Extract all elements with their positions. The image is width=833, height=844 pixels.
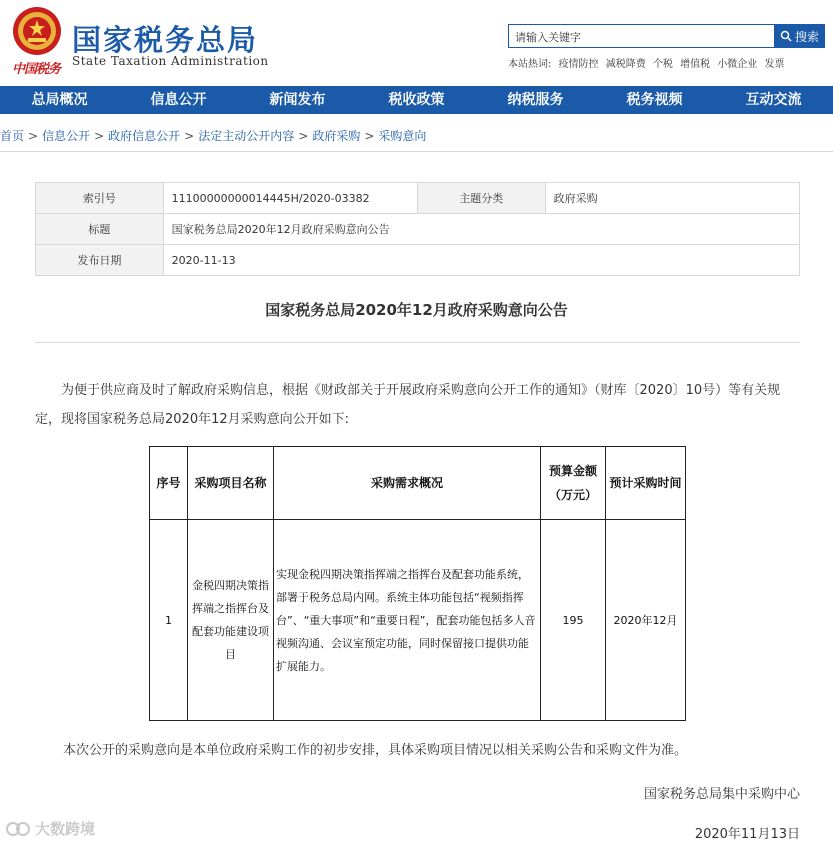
document-info-table <box>35 182 800 276</box>
watermark-text: 大数跨境 <box>35 820 96 838</box>
hot-words-label: 本站热词: <box>508 59 552 70</box>
budget-amount: 195 <box>541 520 606 721</box>
national-emblem-icon <box>12 6 62 56</box>
site-header <box>0 0 833 85</box>
column-header: 采购需求概况 <box>274 447 541 520</box>
footnote: 本次公开的采购意向是本单位政府采购工作的初步安排，具体采购项目情况以相关采购公告和采购文件为准。 <box>63 743 688 758</box>
procurement-time: 2020年12月 <box>606 520 686 721</box>
brand-script-logo: 中国税务 <box>12 62 61 77</box>
breadcrumb <box>0 127 426 144</box>
project-description: 实现金税四期决策指挥端之指挥台及配套功能系统，部署于税务总局内网。系统主体功能包括“视频指挥台”、“重大事项”和“重要日程”，配套功能包括多人音视频沟通、会议室预定功能，同时保留接口提供功能扩展能力。 <box>274 520 541 721</box>
column-header: 预算金额（万元） <box>541 447 606 520</box>
table-row <box>150 520 686 721</box>
site-subtitle: State Taxation Administration <box>72 54 269 68</box>
search-button[interactable] <box>774 24 825 48</box>
breadcrumb-separator: > <box>364 129 375 143</box>
nav-item-service[interactable]: 纳税服务 <box>507 92 564 108</box>
breadcrumb-link[interactable]: 政府采购 <box>312 129 361 143</box>
column-header: 预计采购时间 <box>606 447 686 520</box>
divider <box>35 342 800 343</box>
hot-word-link[interactable]: 个税 <box>652 59 673 70</box>
search-button-label: 搜索 <box>794 29 819 44</box>
date-label: 发布日期 <box>36 245 164 276</box>
breadcrumb-link[interactable]: 法定主动公开内容 <box>198 129 295 143</box>
hot-word-link[interactable]: 疫情防控 <box>558 59 599 70</box>
project-name: 金税四期决策指挥端之指挥台及配套功能建设项目 <box>188 520 274 721</box>
intro-paragraph: 为便于供应商及时了解政府采购信息，根据《财政部关于开展政府采购意向公开工作的通知》（财库〔2020〕10号）等有关规定，现将国家税务总局2020年12月采购意向公开如下: <box>35 383 781 427</box>
site-title[interactable]: 国家税务总局 <box>72 23 259 57</box>
index-label: 索引号 <box>36 183 164 214</box>
signer: 国家税务总局集中采购中心 <box>643 787 800 802</box>
breadcrumb-link-current[interactable]: 采购意向 <box>378 129 427 143</box>
breadcrumb-separator: > <box>298 129 309 143</box>
title-value: 国家税务总局2020年12月政府采购意向公告 <box>163 214 799 245</box>
column-header: 采购项目名称 <box>188 447 274 520</box>
nav-item-disclosure[interactable]: 信息公开 <box>150 92 207 108</box>
index-value: 11100000000014445H/2020-03382 <box>163 183 417 214</box>
nav-item-video[interactable]: 税务视频 <box>626 92 683 108</box>
watermark-logo-icon <box>5 821 31 837</box>
table-header-row <box>150 447 686 520</box>
row-number: 1 <box>150 520 188 721</box>
search-input[interactable]: 请输入关键字 <box>508 24 775 48</box>
sign-date: 2020年11月13日 <box>694 827 800 842</box>
category-label: 主题分类 <box>417 183 545 214</box>
divider <box>0 151 833 152</box>
category-value: 政府采购 <box>545 183 799 214</box>
nav-item-policy[interactable]: 税收政策 <box>388 92 445 108</box>
breadcrumb-link[interactable]: 信息公开 <box>42 129 91 143</box>
breadcrumb-link-home[interactable]: 首页 <box>0 129 25 143</box>
column-header: 序号 <box>150 447 188 520</box>
main-nav <box>0 86 833 114</box>
article-title: 国家税务总局2020年12月政府采购意向公告 <box>265 301 568 319</box>
hot-word-link[interactable]: 增值税 <box>680 59 711 70</box>
watermark <box>5 818 95 839</box>
breadcrumb-separator: > <box>184 129 195 143</box>
breadcrumb-separator: > <box>28 129 39 143</box>
title-label: 标题 <box>36 214 164 245</box>
hot-words <box>508 55 789 70</box>
search-icon <box>780 30 792 42</box>
date-value: 2020-11-13 <box>163 245 799 276</box>
nav-item-interaction[interactable]: 互动交流 <box>745 92 802 108</box>
breadcrumb-link[interactable]: 政府信息公开 <box>108 129 181 143</box>
procurement-table <box>149 446 686 721</box>
nav-item-news[interactable]: 新闻发布 <box>269 92 326 108</box>
nav-item-overview[interactable]: 总局概况 <box>31 92 88 108</box>
hot-word-link[interactable]: 发票 <box>764 59 785 70</box>
hot-word-link[interactable]: 小微企业 <box>717 59 758 70</box>
hot-word-link[interactable]: 减税降费 <box>605 59 646 70</box>
breadcrumb-separator: > <box>94 129 105 143</box>
